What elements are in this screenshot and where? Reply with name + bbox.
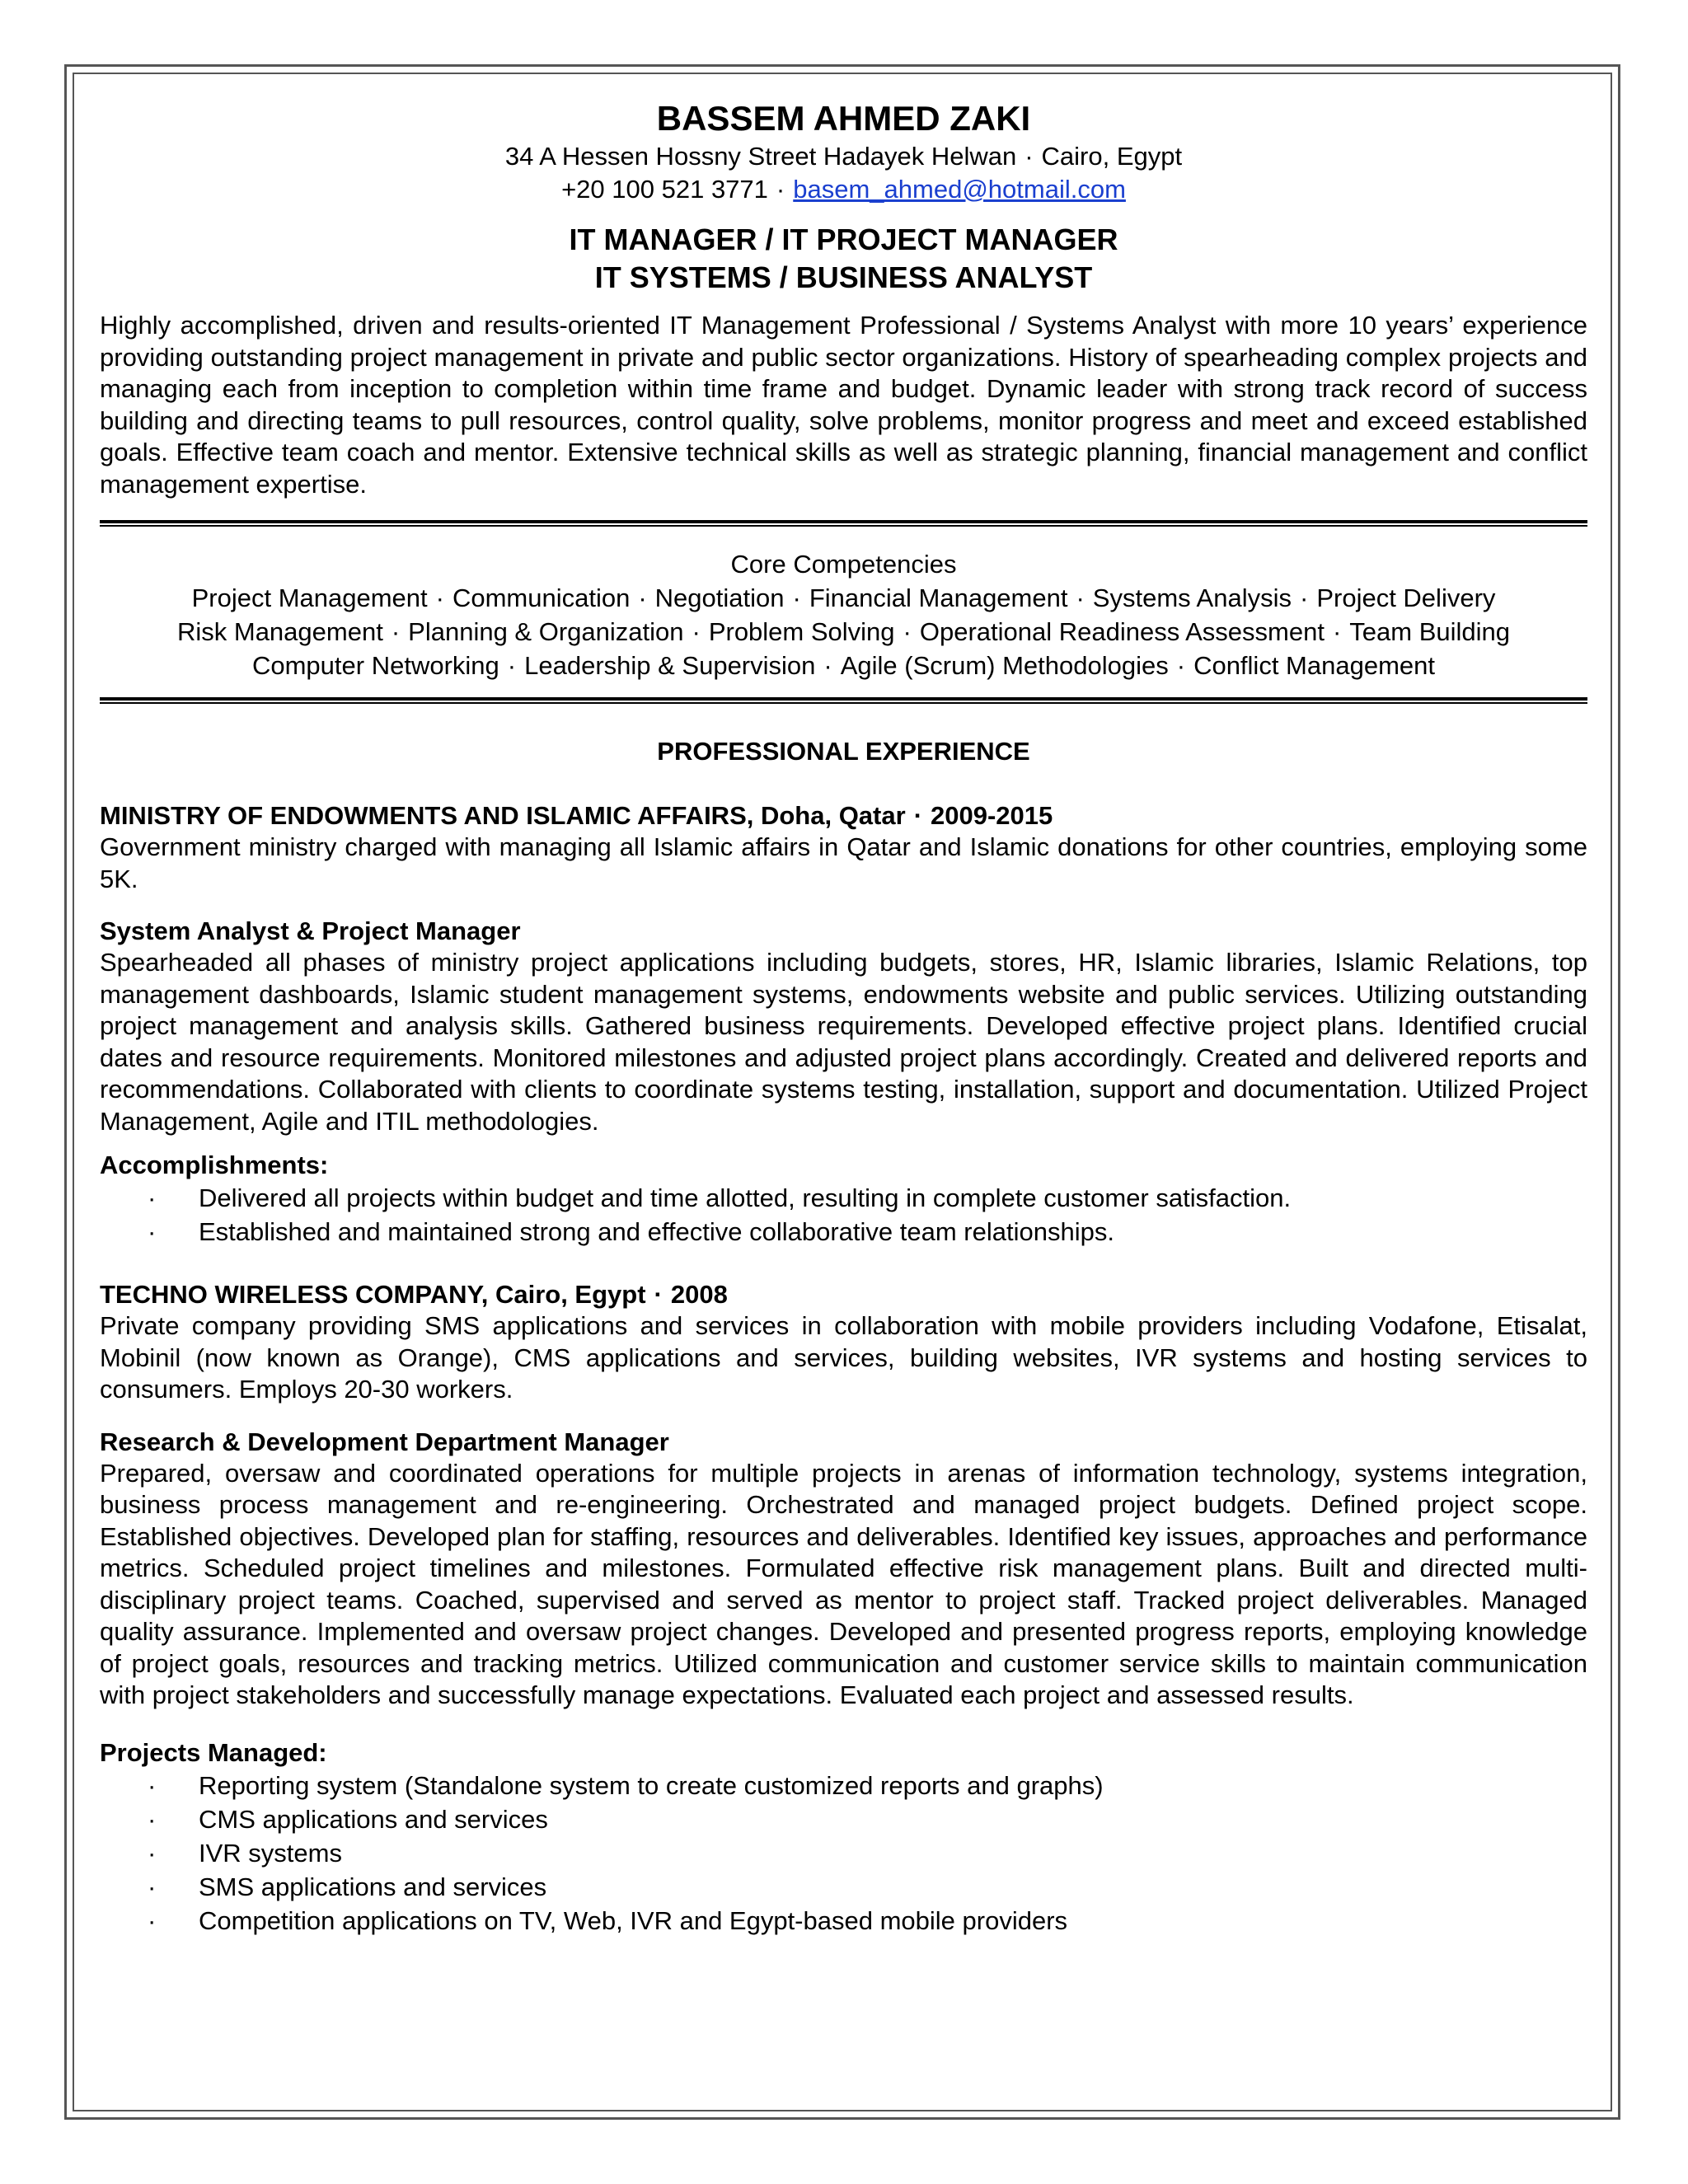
employer-description: Private company providing SMS applications and services in collaboration with mobile providers including Vodafone, Etisalat, Mobinil (now known as Orange), CMS applications and services, building websites, IVR systems and hosting services to consumers. Employs 20-30 workers. xyxy=(100,1311,1587,1404)
city: Cairo, Egypt xyxy=(1041,142,1183,171)
street-address: 34 A Hessen Hossny Street Hadayek Helwan xyxy=(504,142,1017,171)
competency-item: Planning & Organization xyxy=(408,617,684,646)
contact-line xyxy=(100,173,1587,206)
list-item xyxy=(100,1769,1587,1802)
list-item xyxy=(100,1870,1587,1904)
competency-item: Negotiation xyxy=(654,583,785,612)
phone-number: +20 100 521 3771 xyxy=(561,175,768,204)
list-item xyxy=(100,1802,1587,1836)
competency-item: Leadership & Supervision xyxy=(524,651,816,680)
competency-item: Problem Solving xyxy=(708,617,895,646)
job-entry xyxy=(100,1278,1587,1938)
resume-document xyxy=(100,97,1587,1938)
job-role: System Analyst & Project Manager xyxy=(100,916,521,945)
address-line xyxy=(100,140,1587,173)
employer-name: TECHNO WIRELESS COMPANY, Cairo, Egypt xyxy=(100,1280,646,1309)
separator-dot: · xyxy=(507,651,517,680)
separator-dot: · xyxy=(391,617,401,646)
competency-item: Project Delivery xyxy=(1316,583,1496,612)
projects-list xyxy=(100,1769,1587,1938)
bullet-dot: · xyxy=(148,1905,157,1935)
list-item-text: CMS applications and services xyxy=(199,1804,548,1834)
competency-item: Team Building xyxy=(1349,617,1511,646)
section-divider xyxy=(100,697,1587,704)
separator-dot: · xyxy=(823,651,832,680)
separator-dot: · xyxy=(792,583,801,612)
competency-item: Risk Management xyxy=(176,617,383,646)
separator-dot: · xyxy=(913,801,923,830)
section-divider xyxy=(100,520,1587,527)
competencies-list xyxy=(100,581,1587,682)
separator-dot: · xyxy=(1332,617,1342,646)
title-line-2: IT SYSTEMS / BUSINESS ANALYST xyxy=(594,260,1093,294)
separator-dot: · xyxy=(1176,651,1186,680)
competency-item: Operational Readiness Assessment xyxy=(919,617,1325,646)
candidate-name: BASSEM AHMED ZAKI xyxy=(656,99,1031,138)
job-role: Research & Development Department Manager xyxy=(100,1427,669,1456)
separator-dot: · xyxy=(776,175,785,204)
list-item xyxy=(100,1181,1587,1215)
bullet-dot: · xyxy=(148,1183,157,1212)
competencies-line xyxy=(100,615,1587,649)
separator-dot: · xyxy=(903,617,912,646)
competency-item: Computer Networking xyxy=(251,651,499,680)
list-item xyxy=(100,1904,1587,1938)
competency-item: Systems Analysis xyxy=(1092,583,1292,612)
list-item-text: SMS applications and services xyxy=(199,1872,547,1901)
competency-item: Communication xyxy=(452,583,631,612)
list-item-text: Competition applications on TV, Web, IVR and Egypt-based mobile providers xyxy=(199,1905,1068,1935)
employer-name: MINISTRY OF ENDOWMENTS AND ISLAMIC AFFAIRS, Doha, Qatar xyxy=(100,801,906,830)
bullet-dot: · xyxy=(148,1838,157,1868)
list-item xyxy=(100,1836,1587,1870)
separator-dot: · xyxy=(638,583,647,612)
bullet-dot: · xyxy=(148,1770,157,1800)
projects-heading: Projects Managed: xyxy=(100,1737,327,1767)
competency-item: Financial Management xyxy=(809,583,1068,612)
separator-dot: · xyxy=(692,617,701,646)
competency-item: Agile (Scrum) Methodologies xyxy=(840,651,1169,680)
competencies-line xyxy=(100,649,1587,682)
list-item-text: IVR systems xyxy=(199,1838,342,1868)
separator-dot: · xyxy=(1025,142,1034,171)
bullet-dot: · xyxy=(148,1804,157,1834)
competency-item: Project Management xyxy=(191,583,428,612)
email-link[interactable]: basem_ahmed@hotmail.com xyxy=(793,175,1126,204)
separator-dot: · xyxy=(1300,583,1309,612)
professional-summary: Highly accomplished, driven and results-oriented IT Management Professional / Systems Analyst with more 10 years’ experience providing outstanding project management in private and public sector organizations. History of spearheading complex projects and managing each from inception to completion within time frame and budget. Dynamic leader with strong track record of success building and directing teams to pull resources, control quality, solve problems, monitor progress and meet and exceed established goals. Effective team coach and mentor. Extensive technical skills as well as strategic planning, financial management and conflict management expertise. xyxy=(100,311,1587,499)
job-titles xyxy=(100,221,1587,297)
list-item-text: Delivered all projects within budget and time allotted, resulting in complete customer satisfaction. xyxy=(199,1183,1292,1212)
separator-dot: · xyxy=(654,1280,663,1309)
accomplishments-heading: Accomplishments: xyxy=(100,1151,329,1179)
list-item-text: Reporting system (Standalone system to create customized reports and graphs) xyxy=(199,1770,1104,1800)
experience-heading: PROFESSIONAL EXPERIENCE xyxy=(657,737,1030,766)
bullet-dot: · xyxy=(148,1872,157,1901)
employment-years: 2008 xyxy=(670,1280,728,1309)
separator-dot: · xyxy=(435,583,444,612)
role-details: Prepared, oversaw and coordinated operations for multiple projects in arenas of information technology, systems integration, business process management and re-engineering. Orchestrated and managed project budgets. Defined project scope. Established objectives. Developed plan for staffing, resources and deliverables. Identified key issues, approaches and performance metrics. Scheduled project timelines and milestones. Formulated effective risk management plans. Built and directed multi-disciplinary project teams. Coached, supervised and served as mentor to project staff. Tracked project deliverables. Managed quality assurance. Implemented and oversaw project changes. Developed and presented progress reports, employing knowledge of project goals, resources and tracking metrics. Utilized communication and customer service skills to maintain communication with project stakeholders and successfully manage expectations. Evaluated each project and assessed results. xyxy=(100,1458,1587,1709)
role-details: Spearheaded all phases of ministry project applications including budgets, stores, HR, Islamic libraries, Islamic Relations, top management dashboards, Islamic student management systems, endowments website and public services. Utilizing outstanding project management and analysis skills. Gathered business requirements. Developed effective project plans. Identified crucial dates and resource requirements. Monitored milestones and adjusted project plans accordingly. Created and delivered reports and recommendations. Collaborated with clients to coordinate systems testing, installation, support and documentation. Utilized Project Management, Agile and ITIL methodologies. xyxy=(100,948,1587,1136)
competencies-line xyxy=(100,581,1587,615)
employment-years: 2009-2015 xyxy=(931,801,1053,830)
job-entry xyxy=(100,799,1587,1249)
competencies-heading: Core Competencies xyxy=(730,550,957,579)
list-item-text: Established and maintained strong and effective collaborative team relationships. xyxy=(199,1217,1114,1246)
separator-dot: · xyxy=(1076,583,1085,612)
accomplishments-list xyxy=(100,1181,1587,1249)
employer-line xyxy=(100,799,1587,832)
bullet-dot: · xyxy=(148,1217,157,1246)
employer-description: Government ministry charged with managing all Islamic affairs in Qatar and Islamic donations for other countries, employing some 5K. xyxy=(100,832,1587,893)
employer-line xyxy=(100,1278,1587,1310)
title-line-1: IT MANAGER / IT PROJECT MANAGER xyxy=(569,223,1118,256)
list-item xyxy=(100,1215,1587,1249)
competency-item: Conflict Management xyxy=(1193,651,1435,680)
